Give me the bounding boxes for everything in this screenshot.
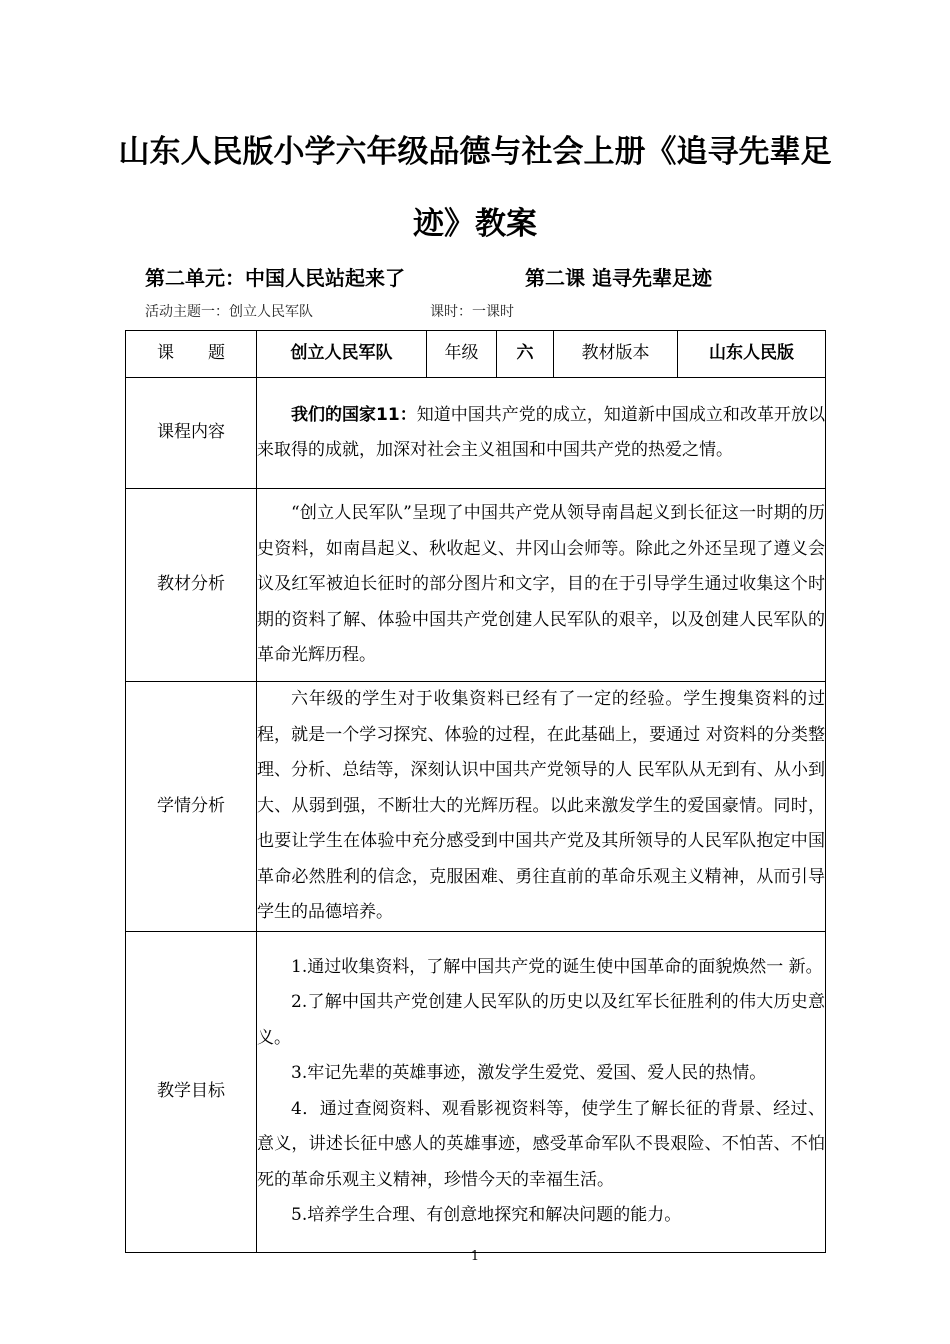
row-label: 学情分析 xyxy=(126,682,257,932)
objective-item: 4．通过查阅资料、观看影视资料等，使学生了解长征的背景、经过、意义，讲述长征中感人的英雄事迹，感受革命军队不畏艰险、不怕苦、不怕死的革命乐观主义精神，珍惜今天的幸福生活。 xyxy=(257,1098,825,1190)
curriculum-standard-prefix: 我们的国家11： xyxy=(291,404,417,425)
table-row-material-analysis xyxy=(126,489,826,682)
content-paragraph xyxy=(257,398,825,469)
page-number: 1 xyxy=(470,1249,480,1264)
row-content xyxy=(257,378,826,489)
objective-item: 2.了解中国共产党创建人民军队的历史以及红军长征胜利的伟大历史意义。 xyxy=(257,992,825,1048)
table-row-course-content xyxy=(126,378,826,489)
objective-item: 3.牢记先辈的英雄事迹，激发学生爱党、爱国、爱人民的热情。 xyxy=(291,1063,767,1083)
topic-label: 课 题 xyxy=(126,331,257,378)
document-title-line-1: 山东人民版小学六年级品德与社会上册《追寻先辈足 xyxy=(118,134,832,170)
row-content xyxy=(257,931,826,1252)
row-content xyxy=(257,682,826,932)
objective-item: 5.培养学生合理、有创意地探究和解决问题的能力。 xyxy=(291,1205,682,1225)
table-row-student-analysis xyxy=(126,682,826,932)
table-row-teaching-objectives xyxy=(126,931,826,1252)
edition-value: 山东人民版 xyxy=(678,331,826,378)
row-label: 教学目标 xyxy=(126,931,257,1252)
unit-heading: 第二单元：中国人民站起来了 xyxy=(145,266,405,290)
content-paragraph: 六年级的学生对于收集资料已经有了一定的经验。学生搜集资料的过程，就是一个学习探究、体验的过程，在此基础上，要通过 对资料的分类整理、分析、总结等，深刻认识中国共产党领导的人 民军队从无到有、从小到大、从弱到强，不断壮大的光辉历程。以此来激发学生的爱国豪情。同时，也要让学生在体验中充分感受到中国共产党及其所领导的人民军队抱定中国革命必然胜利的信念，克服困难、勇往直前的革命乐观主义精神，从而引导学生的品德培养。 xyxy=(257,689,825,922)
activity-theme: 活动主题一：创立人民军队 xyxy=(145,304,313,320)
lesson-heading: 第二课 追寻先辈足迹 xyxy=(525,266,712,290)
lesson-plan-table xyxy=(125,330,826,1253)
content-text: 知道中国共产党的成立，知道新中国成立和改革开放以来取得的成就，加深对社会主义祖国和中国共产党的热爱之情。 xyxy=(257,404,825,460)
row-label: 教材分析 xyxy=(126,489,257,682)
topic-value: 创立人民军队 xyxy=(257,331,427,378)
class-hours: 课时：一课时 xyxy=(430,304,514,320)
table-header-row xyxy=(126,331,826,378)
content-paragraph: “创立人民军队”呈现了中国共产党从领导南昌起义到长征这一时期的历史资料，如南昌起义、秋收起义、井冈山会师等。除此之外还呈现了遵义会议及红军被迫长征时的部分图片和文字，目的在于引导学生通过收集这个时期的资料了解、体验中国共产党创建人民军队的艰辛，以及创建人民军队的革命光辉历程。 xyxy=(257,503,825,666)
document-title-line-2: 迹》教案 xyxy=(413,206,537,242)
row-content xyxy=(257,489,826,682)
grade-label: 年级 xyxy=(427,331,497,378)
objective-item: 1.通过收集资料，了解中国共产党的诞生使中国革命的面貌焕然一 新。 xyxy=(291,956,823,977)
row-label: 课程内容 xyxy=(126,378,257,489)
edition-label: 教材版本 xyxy=(554,331,678,378)
grade-value: 六 xyxy=(497,331,554,378)
